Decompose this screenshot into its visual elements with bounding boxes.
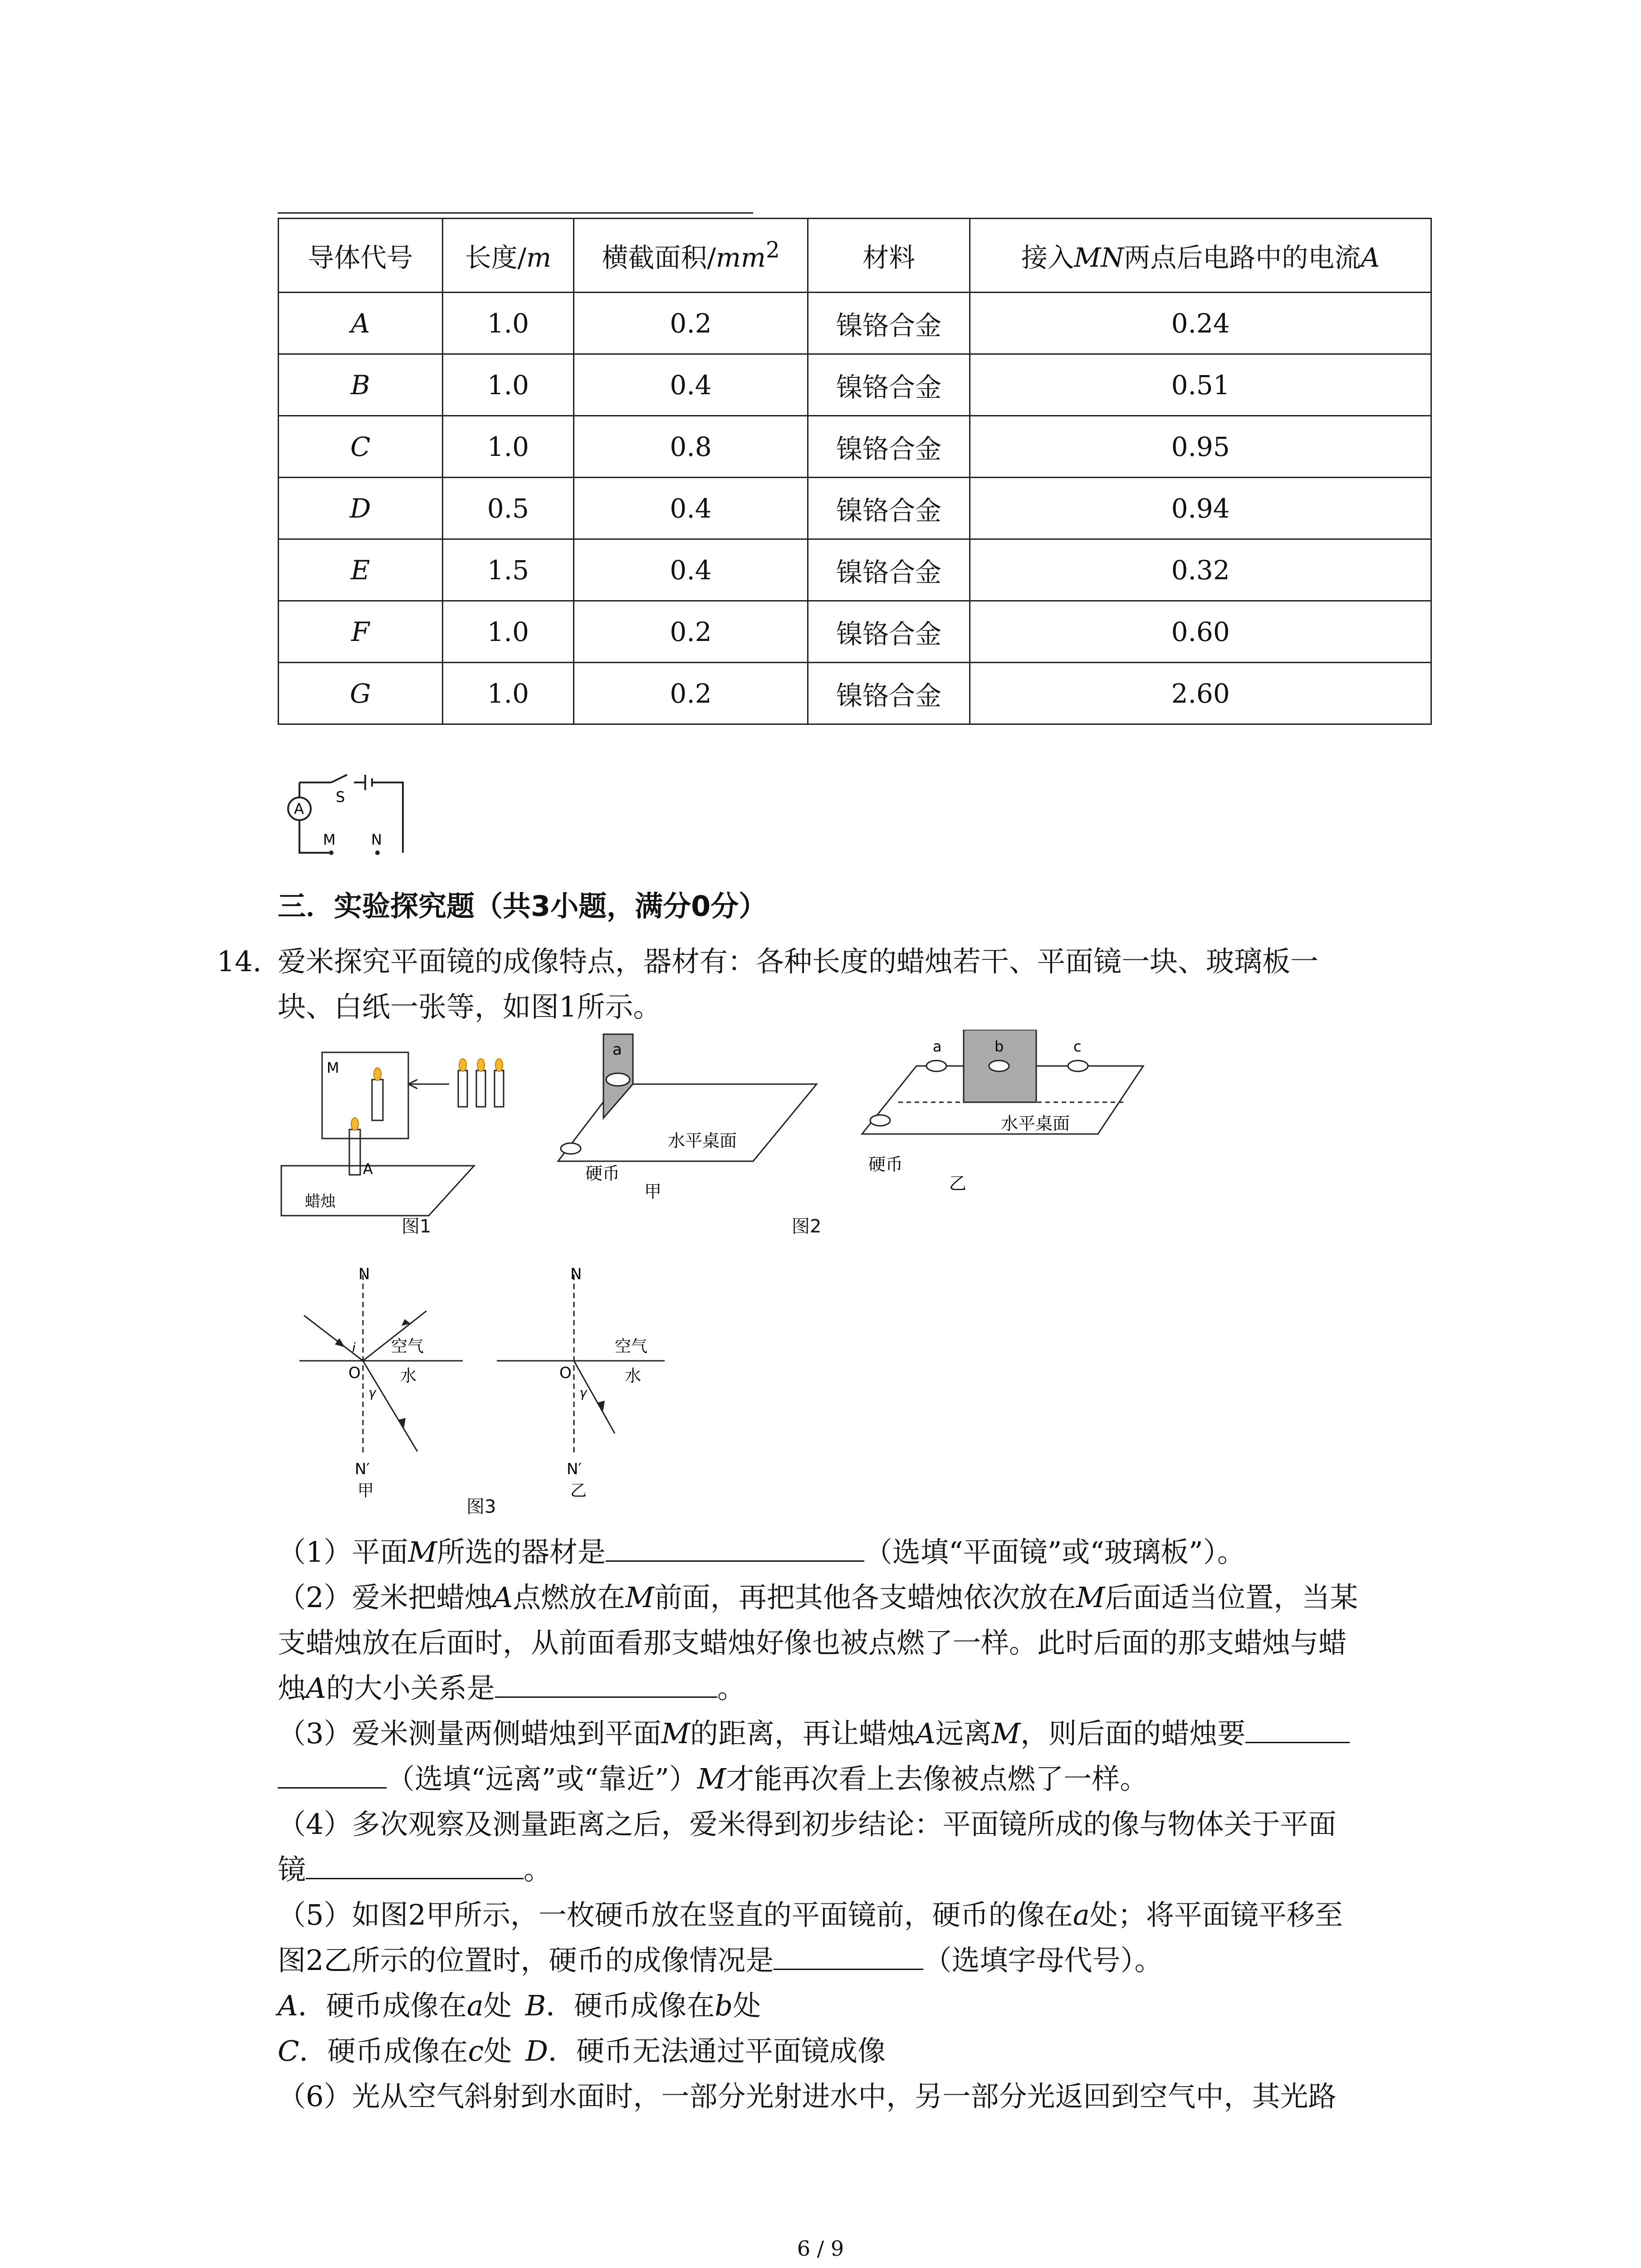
figure-1-caption: 图1 [402, 1216, 431, 1237]
table-row [279, 601, 1431, 663]
part-4-line-1: （4）多次观察及测量距离之后，爱米得到初步结论：平面镜所成的像与物体关于平面 [278, 1808, 1337, 1841]
fig3-jia-water-label: 水 [400, 1367, 417, 1385]
cell: C [279, 416, 443, 478]
cell: 0.2 [574, 601, 808, 663]
fig3-jia-air-label: 空气 [391, 1337, 424, 1356]
fig2-yi-a-label: a [933, 1038, 942, 1055]
fig2-yi-table-label: 水平桌面 [1001, 1114, 1070, 1134]
cell: B [279, 354, 443, 416]
cell: 0.4 [574, 539, 808, 601]
fig3-jia-r-label: γ [368, 1385, 376, 1400]
cell: 0.94 [970, 478, 1431, 539]
fig3-yi-water-label: 水 [625, 1367, 642, 1385]
table-row [279, 663, 1431, 724]
part-4-line-2: 镜 。 [278, 1847, 552, 1892]
fig3-yi-o-label: O [559, 1364, 572, 1382]
cell: 0.5 [442, 478, 574, 539]
header-code: 导体代号 [279, 219, 443, 293]
fig3-jia-n-label: N [358, 1266, 370, 1283]
cell: 1.0 [442, 354, 574, 416]
figure-3-jia [290, 1266, 481, 1501]
fig1-candle-label: 蜡烛 [305, 1193, 336, 1211]
cell: F [279, 601, 443, 663]
cell: 0.32 [970, 539, 1431, 601]
table-row [279, 293, 1431, 354]
cell: 1.0 [442, 601, 574, 663]
question-line-2: 块、白纸一张等，如图1所示。 [278, 990, 661, 1023]
cell: 0.8 [574, 416, 808, 478]
part-5-line-1: （5）如图2甲所示，一枚硬币放在竖直的平面镜前，硬币的像在a处；将平面镜平移至 [278, 1898, 1343, 1931]
cell: 镍铬合金 [808, 293, 970, 354]
cell: 0.24 [970, 293, 1431, 354]
fig3-yi-label: 乙 [570, 1481, 587, 1500]
fig3-yi-air-label: 空气 [615, 1337, 648, 1356]
figure-3-yi [492, 1266, 683, 1501]
section-title: 三．实验探究题（共3小题，满分0分） [278, 890, 767, 923]
cell: 0.4 [574, 354, 808, 416]
answer-blank-1[interactable] [606, 1532, 864, 1562]
fig3-yi-n-label: N [570, 1266, 582, 1283]
terminal-m-label: M [323, 831, 336, 848]
cell: A [279, 293, 443, 354]
question-number: 14. [217, 945, 262, 978]
answer-blank-2[interactable] [495, 1668, 717, 1698]
cell: 1.0 [442, 663, 574, 724]
fig3-jia-n2-label: N′ [355, 1460, 370, 1478]
cell: D [279, 478, 443, 539]
cell: 镍铬合金 [808, 539, 970, 601]
fig2-jia-label: 甲 [644, 1182, 662, 1202]
options-cd: C．硬币成像在c处 D．硬币无法通过平面镜成像 [278, 2034, 886, 2068]
cell: 2.60 [970, 663, 1431, 724]
part-3-line-2: （选填“远离”或“靠近”）M才能再次看上去像被点燃了一样。 [278, 1756, 1148, 1802]
figure-2-caption: 图2 [792, 1216, 822, 1237]
fig3-yi-n2-label: N′ [567, 1460, 582, 1478]
cell: 0.2 [574, 663, 808, 724]
page-number: 6 / 9 [797, 2236, 844, 2261]
cell: 1.0 [442, 416, 574, 478]
data-table [278, 218, 1432, 725]
fig2-jia-a-label: a [612, 1041, 622, 1059]
fig3-yi-r-label: γ [579, 1385, 587, 1400]
header-material: 材料 [808, 219, 970, 293]
answer-blank-3b[interactable] [278, 1759, 387, 1789]
part-2-line-3: 烛A的大小关系是 。 [278, 1666, 745, 1711]
figure-2-jia [554, 1030, 835, 1211]
part-5-line-2: 图2乙所示的位置时，硬币的成像情况是 （选填字母代号）。 [278, 1938, 1162, 1983]
ammeter-label: A [294, 800, 304, 817]
cell: 0.51 [970, 354, 1431, 416]
part-1: （1）平面M所选的器材是 （选填“平面镜”或“玻璃板”）。 [278, 1530, 1245, 1575]
options-ab: A．硬币成像在a处 B．硬币成像在b处 [278, 1989, 761, 2022]
switch-label: S [336, 788, 345, 806]
part-2-line-2: 支蜡烛放在后面时，从前面看那支蜡烛好像也被点燃了一样。此时后面的那支蜡烛与蜡 [278, 1626, 1347, 1659]
cell: 0.2 [574, 293, 808, 354]
terminal-n-label: N [371, 831, 382, 848]
fig3-jia-i-label: i [352, 1340, 356, 1355]
fig1-mirror-label: M [327, 1059, 339, 1076]
table-header-row [279, 219, 1431, 293]
cell: 1.0 [442, 293, 574, 354]
cell: 镍铬合金 [808, 663, 970, 724]
fig3-jia-label: 甲 [358, 1481, 374, 1500]
header-area: 横截面积$/mm^2$ [574, 219, 808, 293]
figure-3-caption: 图3 [466, 1496, 496, 1517]
answer-blank-4[interactable] [306, 1850, 524, 1879]
fig2-yi-coin-label: 硬币 [868, 1154, 903, 1174]
circuit-diagram [272, 767, 417, 862]
figure-1-candle-mirror [272, 1030, 544, 1238]
part-2-line-1: （2）爱米把蜡烛A点燃放在M前面，再把其他各支蜡烛依次放在M后面适当位置，当某 [278, 1581, 1358, 1614]
cell: 0.60 [970, 601, 1431, 663]
fig2-jia-table-label: 水平桌面 [668, 1131, 737, 1151]
table-row [279, 539, 1431, 601]
question-line-1: 爱米探究平面镜的成像特点，器材有：各种长度的蜡烛若干、平面镜一块、玻璃板一 [278, 945, 1319, 978]
fig2-yi-c-label: c [1073, 1038, 1082, 1055]
fig2-yi-b-label: b [994, 1038, 1004, 1055]
part-6-line-1: （6）光从空气斜射到水面时，一部分光射进水中，另一部分光返回到空气中，其光路 [278, 2080, 1337, 2113]
table-row [279, 354, 1431, 416]
header-current: 接入MN两点后电路中的电流A [970, 219, 1431, 293]
table-row [279, 478, 1431, 539]
fig3-jia-o-label: O [348, 1364, 361, 1382]
answer-blank-5[interactable] [774, 1941, 923, 1970]
cell: G [279, 663, 443, 724]
fig1-candle-a-label: A [363, 1160, 373, 1178]
cell: E [279, 539, 443, 601]
part-3-line-1: （3）爱米测量两侧蜡烛到平面M的距离，再让蜡烛A远离M，则后面的蜡烛要 [278, 1711, 1350, 1756]
cell: 0.4 [574, 478, 808, 539]
answer-blank-3a[interactable] [1245, 1714, 1350, 1743]
cell: 0.95 [970, 416, 1431, 478]
header-length: 长度/m [442, 219, 574, 293]
cell: 镍铬合金 [808, 416, 970, 478]
cell: 1.5 [442, 539, 574, 601]
fig2-jia-coin-label: 硬币 [585, 1163, 620, 1183]
cell: 镍铬合金 [808, 354, 970, 416]
figure-2-yi [853, 1030, 1161, 1220]
cell: 镍铬合金 [808, 601, 970, 663]
fig2-yi-label: 乙 [949, 1173, 967, 1193]
cell: 镍铬合金 [808, 478, 970, 539]
table-row [279, 416, 1431, 478]
table-top-rule [278, 212, 753, 214]
